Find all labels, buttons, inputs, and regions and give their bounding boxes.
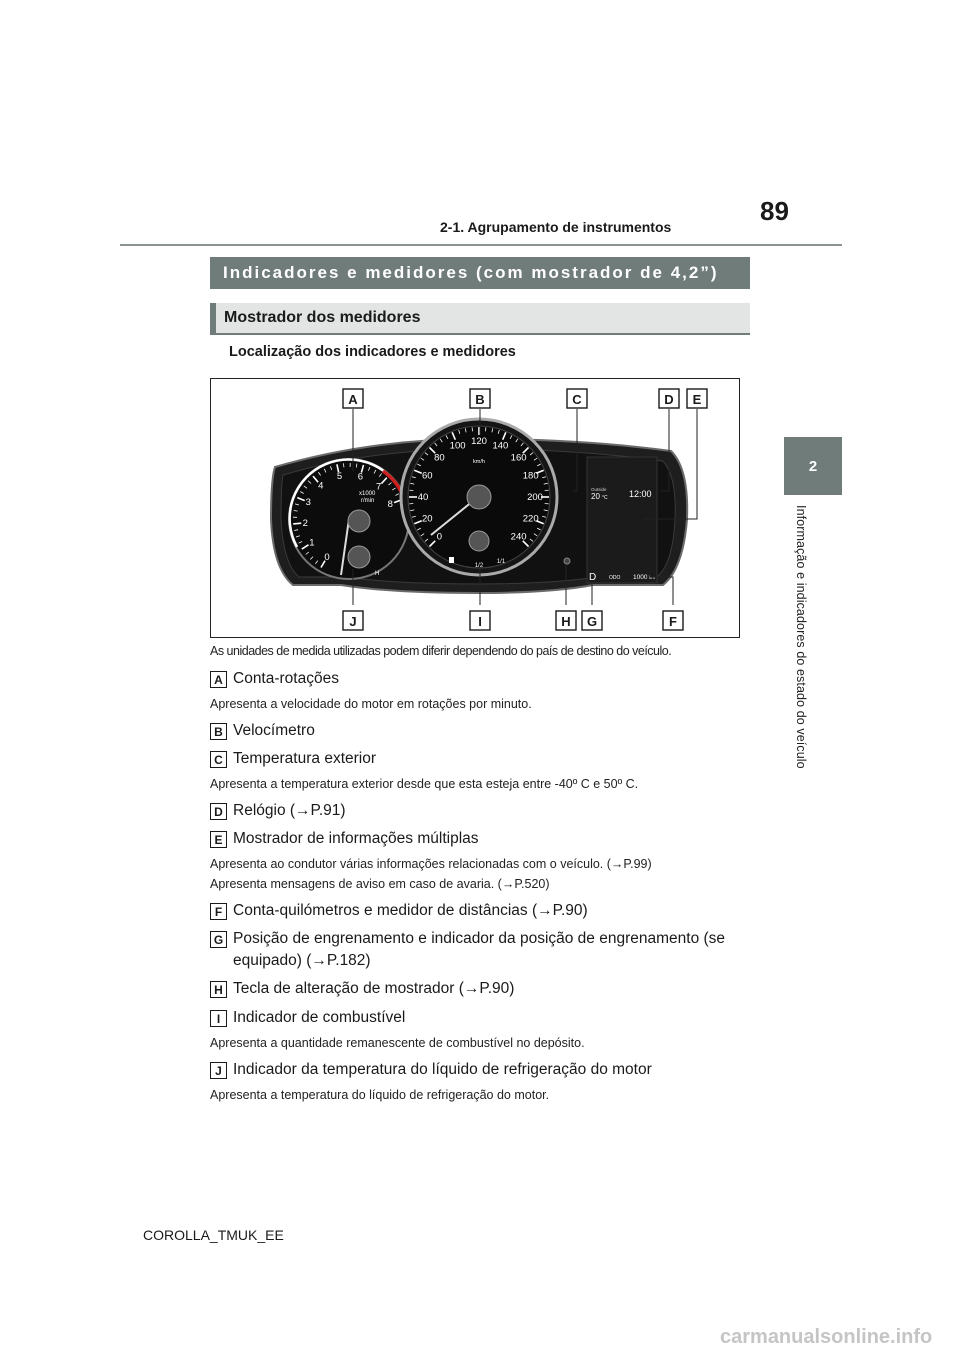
item-i-title: Indicador de combustível xyxy=(233,1009,406,1026)
tach-hub xyxy=(348,510,370,532)
speedo-label: 220 xyxy=(522,513,539,525)
item-f xyxy=(210,900,588,922)
speedo-label: 100 xyxy=(449,440,466,452)
speedo-label: 20 xyxy=(422,513,433,525)
callout-label: B xyxy=(475,392,485,407)
item-g xyxy=(210,928,725,950)
figure-caption: As unidades de medida utilizadas podem diferir dependendo do país de destino do veículo. xyxy=(210,644,672,658)
item-c-desc: Apresenta a temperatura exterior desde que esta esteja entre -40º C e 50º C. xyxy=(210,777,639,791)
instrument-cluster-figure xyxy=(210,378,740,638)
callout-label: F xyxy=(669,614,677,629)
callout-i xyxy=(470,611,490,630)
badge-f: F xyxy=(210,903,227,920)
speedo-label: 0 xyxy=(436,531,443,543)
watermark: carmanualsonline.info xyxy=(720,1326,933,1348)
tach-label: 3 xyxy=(305,497,311,509)
tachometer xyxy=(289,459,409,579)
speedometer xyxy=(401,419,557,575)
item-e-title: Mostrador de informações múltiplas xyxy=(233,830,479,847)
item-j-desc: Apresenta a temperatura do líquido de refrigeração do motor. xyxy=(210,1088,550,1102)
item-g-title-2[interactable]: equipado) (→P.182) xyxy=(233,952,371,969)
tach-label: 4 xyxy=(318,480,324,492)
speedo-label: 40 xyxy=(417,492,429,503)
item-a-title: Conta-rotações xyxy=(233,670,339,687)
chapter-tab[interactable] xyxy=(784,437,842,495)
speedo-label: 60 xyxy=(422,470,433,482)
badge-e: E xyxy=(210,831,227,848)
section-title: Indicadores e medidores (com mostrador de 4,2”) xyxy=(210,257,750,289)
speedo-label: 80 xyxy=(434,452,445,464)
chapter-tab-title: Informação e indicadores do estado do veículo xyxy=(794,505,808,769)
item-a-desc: Apresenta a velocidade do motor em rotações por minuto. xyxy=(210,697,532,711)
badge-h: H xyxy=(210,981,227,998)
callout-g xyxy=(582,611,602,630)
speedo-label: 180 xyxy=(522,470,539,482)
speedo-label: 160 xyxy=(510,452,527,464)
item-d-title[interactable]: Relógio (→P.91) xyxy=(233,802,346,819)
speedo-unit: km/h xyxy=(473,459,485,465)
tach-label: 2 xyxy=(302,517,308,529)
callout-label: D xyxy=(664,392,674,407)
fuel-hub xyxy=(469,531,489,551)
speedo-label: 140 xyxy=(492,440,509,452)
item-d xyxy=(210,800,346,822)
item-h-title[interactable]: Tecla de alteração de mostrador (→P.90) xyxy=(233,980,515,997)
item-g-title-cont[interactable] xyxy=(233,950,371,972)
badge-b: B xyxy=(210,723,227,740)
header-rule xyxy=(120,244,842,246)
badge-c: C xyxy=(210,751,227,768)
tach-label: 0 xyxy=(324,552,330,564)
speedo-label: 120 xyxy=(471,436,487,447)
chapter-tab-number: 2 xyxy=(808,457,818,475)
item-f-title[interactable]: Conta-quilómetros e medidor de distâncias (→P.90) xyxy=(233,902,588,919)
tach-tick xyxy=(293,523,301,524)
item-j xyxy=(210,1059,652,1081)
speedo-label: 240 xyxy=(510,531,527,543)
callout-j xyxy=(343,611,363,630)
outside-label: Outside xyxy=(591,487,607,492)
item-i-desc: Apresenta a quantidade remanescente de combustível no depósito. xyxy=(210,1036,585,1050)
callout-f xyxy=(663,611,683,630)
outside-temp-unit: °C xyxy=(602,495,608,501)
badge-d: D xyxy=(210,803,227,820)
speedo-hub xyxy=(467,485,491,509)
callout-b xyxy=(470,389,490,408)
callout-label: A xyxy=(348,392,358,407)
tach-label: 5 xyxy=(336,471,343,482)
item-i xyxy=(210,1007,405,1029)
callout-c xyxy=(567,389,587,408)
display-change-switch xyxy=(564,558,570,564)
odo-value: 1000 xyxy=(633,574,648,581)
gear-indicator: D xyxy=(589,572,597,583)
clock-value: 12:00 xyxy=(629,489,652,499)
page-number: 89 xyxy=(760,196,789,226)
fuel-full-mark: 1/1 xyxy=(496,559,506,565)
badge-i: I xyxy=(210,1010,227,1027)
tach-label: 1 xyxy=(309,537,315,549)
chapter-title: 2-1. Agrupamento de instrumentos xyxy=(440,219,672,235)
badge-a: A xyxy=(210,671,227,688)
fuel-pump-icon xyxy=(449,557,454,563)
tach-label: 7 xyxy=(376,481,382,493)
item-g-title: Posição de engrenamento e indicador da posição de engrenamento (se xyxy=(233,930,726,947)
odo-unit: km xyxy=(649,575,655,580)
location-title: Localização dos indicadores e medidores xyxy=(229,344,516,360)
callout-h xyxy=(556,611,576,630)
odo-label: ODO xyxy=(609,575,621,581)
callout-label: E xyxy=(692,392,702,407)
footer-code: COROLLA_TMUK_EE xyxy=(143,1227,284,1243)
subsection-title: Mostrador dos medidores xyxy=(210,303,750,335)
item-c-title: Temperatura exterior xyxy=(233,750,377,767)
callout-d xyxy=(659,389,679,408)
tach-unit-x1000: x1000 xyxy=(359,491,376,497)
item-b xyxy=(210,720,315,742)
speedo-label: 200 xyxy=(527,492,543,503)
item-a xyxy=(210,668,339,690)
callout-label: I xyxy=(478,614,482,629)
badge-g: G xyxy=(210,931,227,948)
callout-label: C xyxy=(572,392,582,407)
item-j-title: Indicador da temperatura do líquido de refrigeração do motor xyxy=(233,1061,652,1078)
callout-e xyxy=(687,389,707,408)
item-e xyxy=(210,828,479,850)
badge-j: J xyxy=(210,1062,227,1079)
tach-label: 8 xyxy=(387,499,393,510)
item-c xyxy=(210,748,376,770)
fuel-half-mark: 1/2 xyxy=(474,563,484,569)
item-e-desc[interactable]: Apresenta ao condutor várias informações relacionadas com o veículo. (→P.99) xyxy=(210,857,652,871)
outside-temp: 20 xyxy=(591,492,600,501)
item-e-desc-2[interactable]: Apresenta mensagens de aviso em caso de avaria. (→P.520) xyxy=(210,877,550,891)
callout-a xyxy=(343,389,363,408)
callout-label: G xyxy=(586,614,598,629)
tach-label: 6 xyxy=(357,471,364,483)
item-b-title: Velocímetro xyxy=(233,722,315,739)
callout-label: H xyxy=(561,614,571,629)
temp-hot-mark: H xyxy=(375,571,380,577)
tach-unit-rmin: r/min xyxy=(361,498,375,504)
callout-label: J xyxy=(349,614,357,629)
item-h xyxy=(210,978,514,1000)
